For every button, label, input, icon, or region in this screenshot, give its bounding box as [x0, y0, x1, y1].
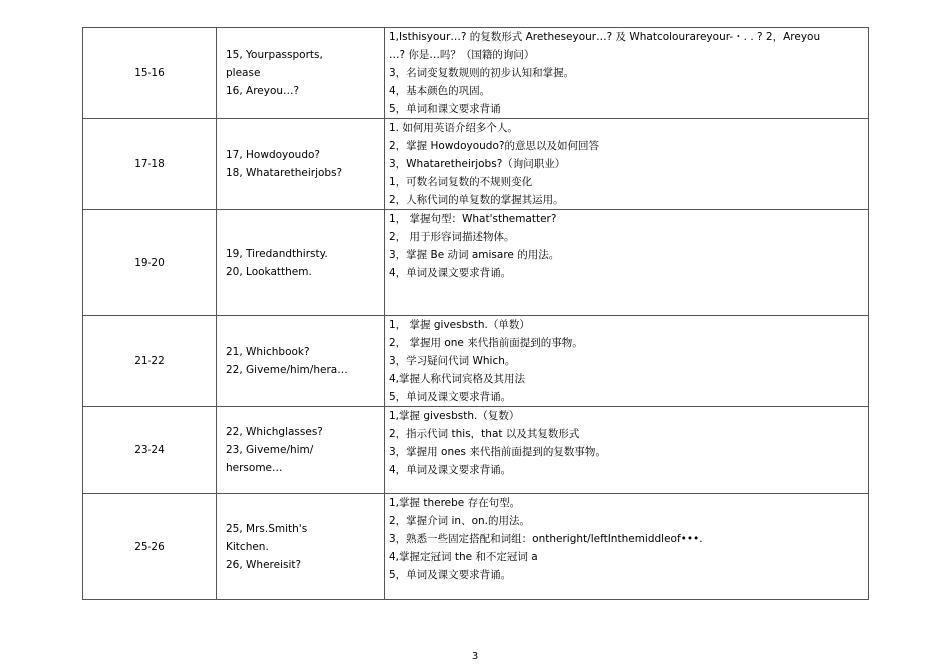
lesson-line: 19, Tiredandthirsty.: [226, 247, 328, 260]
goal-line: 2，掌握 Howdoyoudo?的意思以及如何回答: [389, 140, 599, 152]
goal-line: 1， 掌握句型：What'sthematter?: [389, 213, 557, 225]
table-row: [83, 28, 869, 119]
lesson-line: 23, Giveme/him/: [226, 444, 314, 456]
table-row: [83, 407, 869, 494]
goal-line: 2，人称代词的单复数的掌握其运用。: [389, 194, 564, 206]
lesson-line: Kitchen.: [226, 540, 269, 553]
goals-cell: [385, 119, 869, 210]
units-cell: 25-26: [83, 494, 217, 600]
goals-cell: [385, 316, 869, 407]
goal-line: 4,掌握定冠词 the 和不定冠词 a: [389, 551, 538, 563]
table-row: [83, 119, 869, 210]
units-cell: 17-18: [83, 119, 217, 210]
units-cell: 15-16: [83, 28, 217, 119]
goal-line: 4，单词及课文要求背诵。: [389, 464, 512, 476]
lesson-line: 15, Yourpassports, please: [226, 49, 323, 79]
goal-line: 3，名词变复数规则的初步认知和掌握。: [389, 67, 575, 79]
goal-line: 3，学习疑问代词 Which。: [389, 355, 516, 367]
lessons-cell: [217, 119, 385, 210]
table-row: [83, 494, 869, 600]
goal-line: 5，单词及课文要求背诵。: [389, 391, 512, 403]
goal-line: 2，掌握介词 in、on.的用法。: [389, 515, 531, 527]
goal-line: 3，熟悉一些固定搭配和词组：ontheright/leftInthemiddleof•••.: [389, 533, 703, 545]
page-number: 3: [471, 651, 479, 662]
lesson-line: 22, Giveme/him/hera…: [226, 364, 348, 376]
units-cell: 19-20: [83, 210, 217, 316]
goal-line: 1,掌握 givesbsth.（复数）: [389, 410, 520, 422]
goal-line: …? 你是…吗？（国籍的询问）: [389, 49, 535, 61]
lessons-cell: [217, 210, 385, 316]
goals-cell: [385, 28, 869, 119]
goal-line: 3，掌握 Be 动词 amisare 的用法。: [389, 249, 560, 261]
goal-line: 5，单词和课文要求背诵: [389, 103, 501, 115]
goals-cell: [385, 494, 869, 600]
lesson-line: 20, Lookatthem.: [226, 265, 312, 278]
lesson-line: 16, Areyou…?: [226, 85, 300, 97]
lesson-line: 21, Whichbook?: [226, 346, 310, 358]
lessons-cell: [217, 316, 385, 407]
lesson-line: 25, Mrs.Smith's: [226, 522, 308, 535]
goal-line: 4，单词及课文要求背诵。: [389, 267, 512, 279]
goal-line: 2， 掌握用 one 来代指前面提到的事物。: [389, 337, 583, 349]
lesson-line: 18, Whataretheirjobs?: [226, 167, 343, 179]
lessons-cell: [217, 28, 385, 119]
goals-cell: [385, 210, 869, 316]
units-cell: 23-24: [83, 407, 217, 494]
lesson-line: 26, Whereisit?: [226, 558, 302, 571]
goals-cell: [385, 407, 869, 494]
table-row: [83, 210, 869, 316]
lessons-cell: [217, 494, 385, 600]
lesson-line: 22, Whichglasses?: [226, 426, 323, 438]
goal-line: 1,掌握 therebe 存在句型。: [389, 497, 521, 509]
lesson-line: 17, Howdoyoudo?: [226, 149, 320, 161]
lessons-cell: [217, 407, 385, 494]
goal-line: 2， 用于形容词描述物体。: [389, 231, 515, 243]
goal-line: 4,掌握人称代词宾格及其用法: [389, 373, 526, 385]
goal-line: 5，单词及课文要求背诵。: [389, 569, 512, 581]
lesson-line: hersome…: [226, 462, 283, 474]
goal-line: 1， 掌握 givesbsth.（单数）: [389, 319, 530, 331]
goal-line: 1. 如何用英语介绍多个人。: [389, 122, 518, 134]
goal-line: 3，掌握用 ones 来代指前面提到的复数事物。: [389, 446, 606, 458]
lesson-plan-table: [82, 27, 869, 600]
goal-line: 4，基本颜色的巩固。: [389, 85, 491, 97]
goal-line: 1，可数名词复数的不规则变化: [389, 176, 533, 188]
goal-line: 1,Isthisyour…? 的复数形式 Aretheseyour…? 及 Whatcolourareyour-・. . ? 2，Areyou: [389, 31, 821, 43]
units-cell: 21-22: [83, 316, 217, 407]
table-row: [83, 316, 869, 407]
goal-line: 3，Whataretheirjobs?（询问职业）: [389, 158, 566, 170]
goal-line: 2，指示代词 this，that 以及其复数形式: [389, 428, 580, 440]
